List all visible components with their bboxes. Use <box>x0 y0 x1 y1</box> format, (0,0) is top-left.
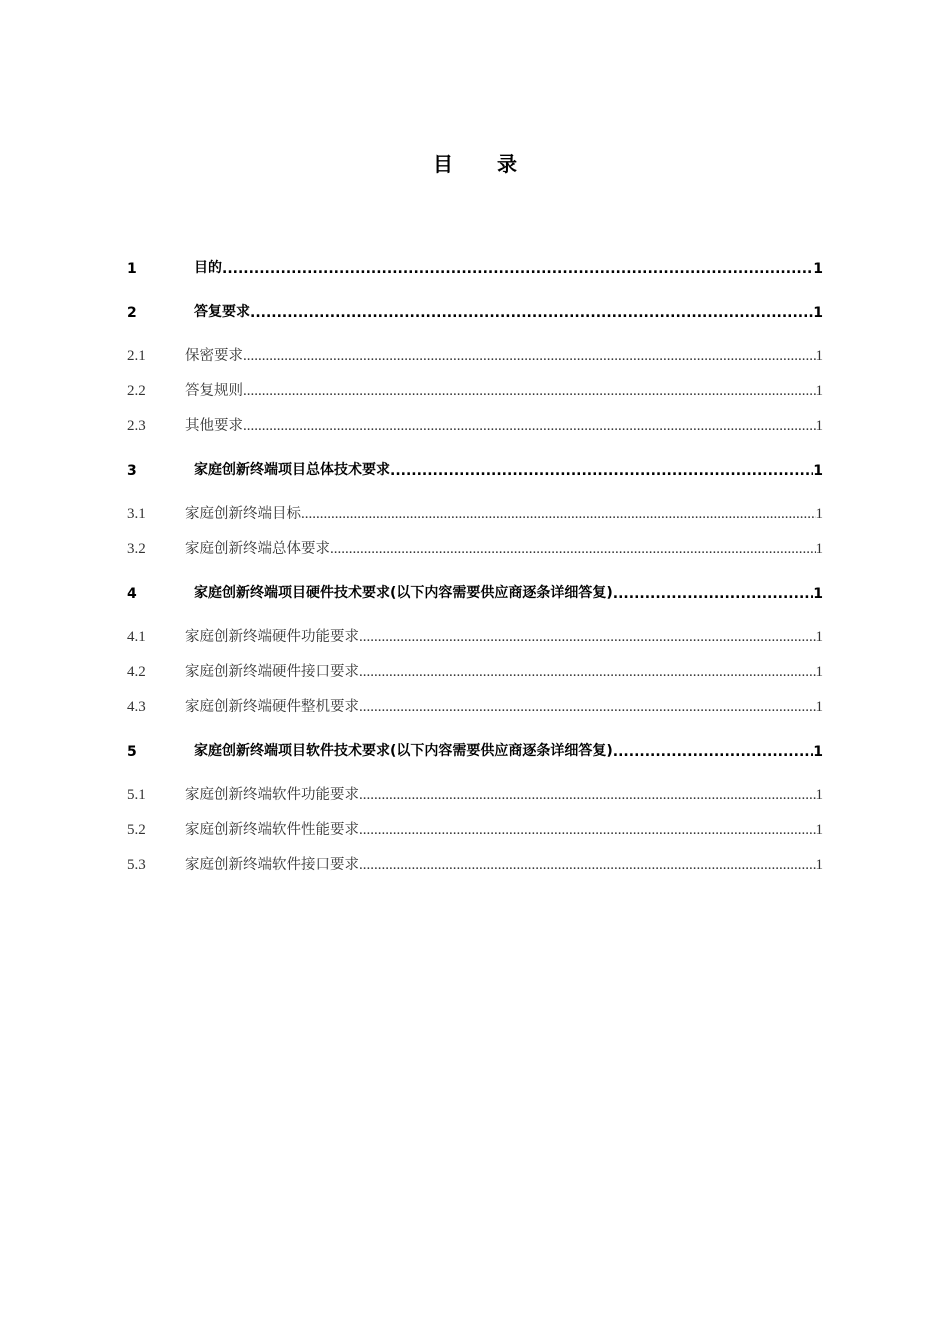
toc-entry-title: 家庭创新终端项目硬件技术要求(以下内容需要供应商逐条详细答复) <box>194 585 613 601</box>
toc-entry-2-3[interactable] <box>127 413 823 435</box>
toc-leader-dots <box>243 383 816 400</box>
toc-entry-page: 1 <box>813 463 823 479</box>
toc-entry-3-2[interactable] <box>127 536 823 558</box>
toc-leader-dots <box>359 857 816 874</box>
toc-entry-2-1[interactable] <box>127 343 823 365</box>
toc-entry-page: 1 <box>813 744 823 760</box>
toc-entry-page: 1 <box>815 348 823 364</box>
toc-heading-part1: 目 <box>433 152 453 176</box>
toc-entry-title: 答复要求 <box>194 304 250 320</box>
toc-entry-number: 5.1 <box>127 787 146 803</box>
toc-leader-dots <box>359 822 816 839</box>
toc-entry-number: 2.1 <box>127 348 146 364</box>
toc-entry-title: 目的 <box>194 260 222 276</box>
toc-entry-title: 答复规则 <box>185 383 243 399</box>
toc-leader-dots <box>359 664 816 681</box>
toc-entry-number: 2 <box>127 305 137 321</box>
toc-entry-4-2[interactable] <box>127 659 823 681</box>
toc-entry-title: 家庭创新终端软件功能要求 <box>185 787 359 803</box>
toc-entry-title: 家庭创新终端硬件整机要求 <box>185 699 359 715</box>
toc-leader-dots <box>243 348 816 365</box>
toc-entry-number: 1 <box>127 261 137 277</box>
toc-leader-dots <box>359 699 816 716</box>
toc-entry-title: 家庭创新终端项目软件技术要求(以下内容需要供应商逐条详细答复) <box>194 743 613 759</box>
toc-entry-title: 家庭创新终端硬件接口要求 <box>185 664 359 680</box>
toc-entry-page: 1 <box>815 506 823 522</box>
toc-entry-2-2[interactable] <box>127 378 823 400</box>
toc-entry-number: 3.2 <box>127 541 146 557</box>
toc-entry-page: 1 <box>815 787 823 803</box>
toc-entry-title: 其他要求 <box>185 418 243 434</box>
toc-entry-page: 1 <box>813 305 823 321</box>
toc-entry-1[interactable] <box>127 255 823 277</box>
toc-entry-title: 家庭创新终端软件接口要求 <box>185 857 359 873</box>
toc-entry-5[interactable] <box>127 738 823 760</box>
toc-heading-part2: 录 <box>497 152 517 176</box>
toc-leader-dots <box>390 463 813 479</box>
toc-entry-number: 2.2 <box>127 383 146 399</box>
toc-entry-page: 1 <box>815 541 823 557</box>
toc-entry-5-1[interactable] <box>127 782 823 804</box>
toc-entry-page: 1 <box>815 857 823 873</box>
toc-entry-4-1[interactable] <box>127 624 823 646</box>
toc-entry-page: 1 <box>815 822 823 838</box>
toc-entry-title: 家庭创新终端项目总体技术要求 <box>194 462 390 478</box>
toc-entry-3[interactable] <box>127 457 823 479</box>
toc-entry-number: 4.1 <box>127 629 146 645</box>
toc-leader-dots <box>359 629 816 646</box>
toc-entry-3-1[interactable] <box>127 501 823 523</box>
toc-leader-dots <box>330 541 816 558</box>
toc-leader-dots <box>359 787 816 804</box>
toc-entry-page: 1 <box>815 664 823 680</box>
toc-entry-number: 2.3 <box>127 418 146 434</box>
toc-entry-number: 5 <box>127 744 137 760</box>
toc-leader-dots <box>613 744 813 760</box>
toc-entry-number: 4.2 <box>127 664 146 680</box>
toc-entry-page: 1 <box>813 261 823 277</box>
toc-entry-page: 1 <box>815 383 823 399</box>
toc-entry-title: 家庭创新终端总体要求 <box>185 541 330 557</box>
toc-leader-dots <box>222 261 813 277</box>
toc-entry-page: 1 <box>815 629 823 645</box>
toc-leader-dots <box>613 586 813 602</box>
toc-entry-4-3[interactable] <box>127 694 823 716</box>
toc-entry-title: 家庭创新终端目标 <box>185 506 301 522</box>
toc-entry-2[interactable] <box>127 299 823 321</box>
toc-entry-page: 1 <box>813 586 823 602</box>
toc-entry-page: 1 <box>815 699 823 715</box>
toc-entry-title: 保密要求 <box>185 348 243 364</box>
toc-heading <box>0 148 950 177</box>
toc-entry-title: 家庭创新终端硬件功能要求 <box>185 629 359 645</box>
toc-entry-page: 1 <box>815 418 823 434</box>
toc-entry-number: 4 <box>127 586 137 602</box>
toc-entry-number: 5.2 <box>127 822 146 838</box>
toc-leader-dots <box>301 506 816 523</box>
toc-leader-dots <box>250 305 813 321</box>
toc-entry-5-3[interactable] <box>127 852 823 874</box>
toc-entry-title: 家庭创新终端软件性能要求 <box>185 822 359 838</box>
toc-entry-4[interactable] <box>127 580 823 602</box>
toc-leader-dots <box>243 418 816 435</box>
toc-entry-5-2[interactable] <box>127 817 823 839</box>
toc-entry-number: 4.3 <box>127 699 146 715</box>
toc-entry-number: 3 <box>127 463 137 479</box>
toc-entry-number: 5.3 <box>127 857 146 873</box>
toc-entry-number: 3.1 <box>127 506 146 522</box>
